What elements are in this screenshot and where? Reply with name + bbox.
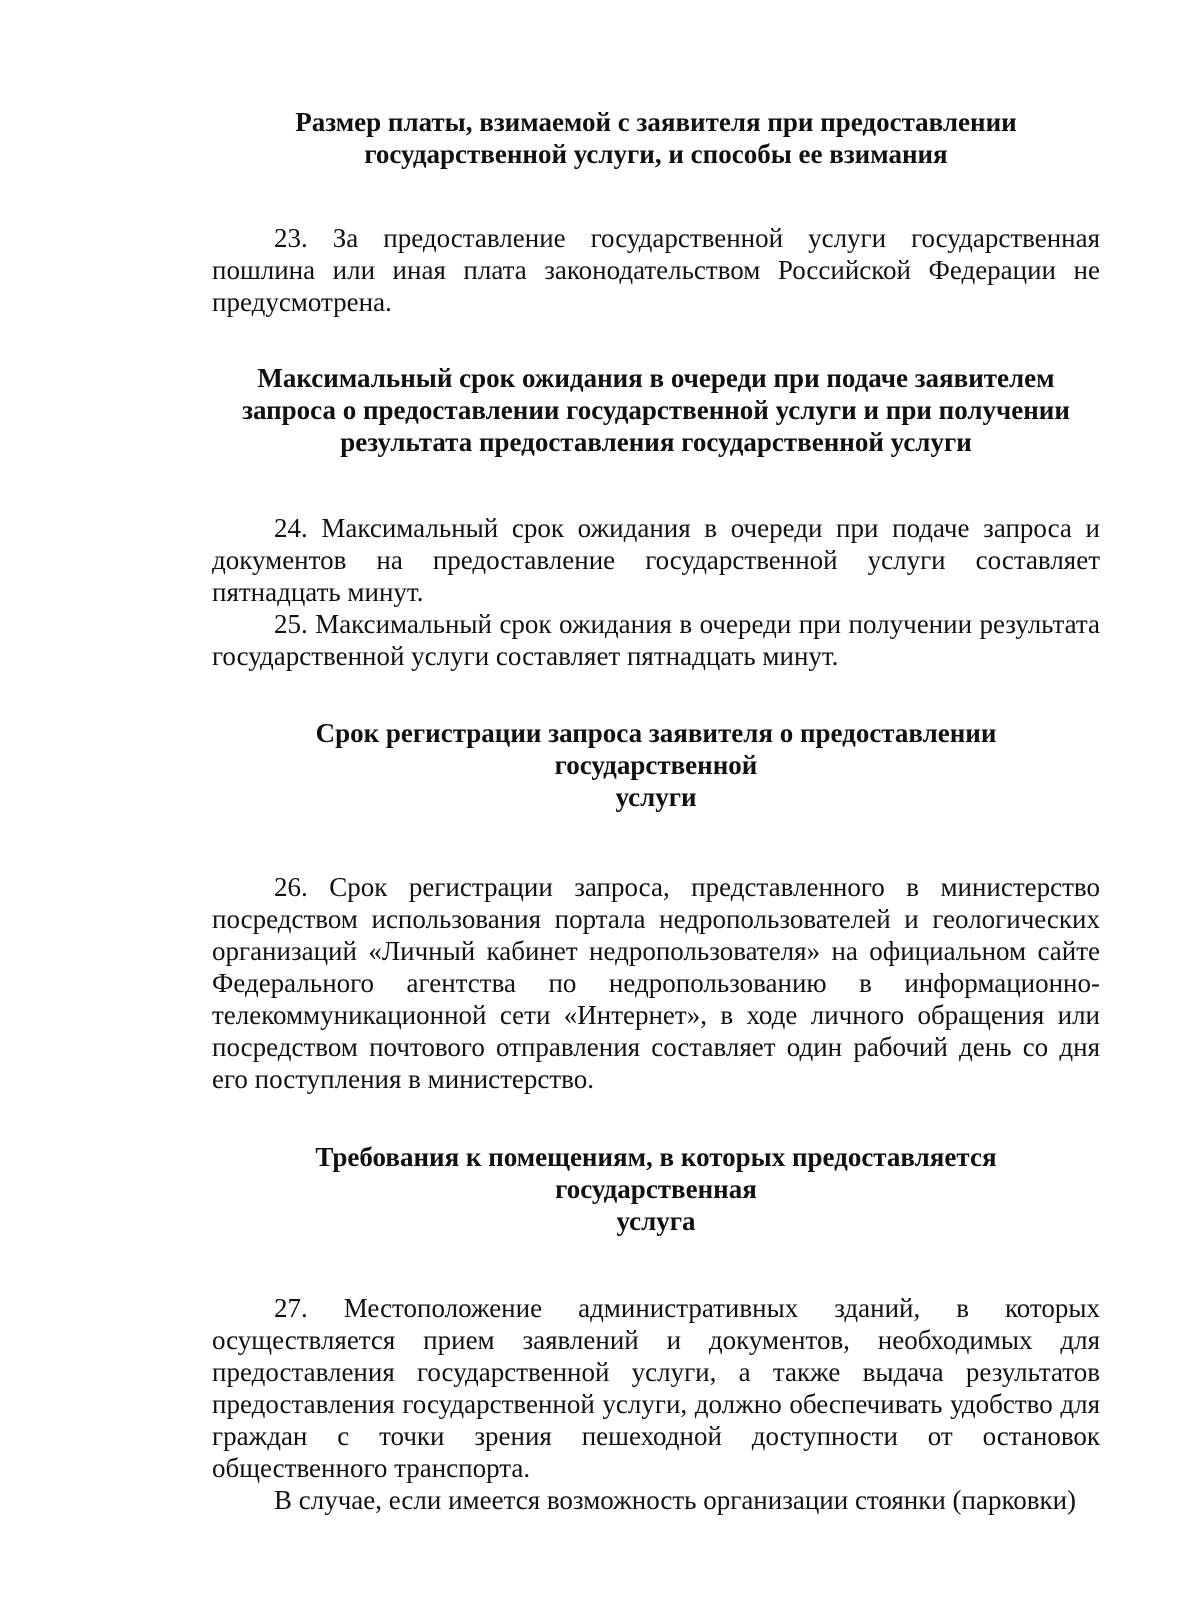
paragraph-parking: В случае, если имеется возможность организации стоянки (парковки) [274,1485,1077,1515]
section-body-queue-time [212,512,1100,672]
heading-line: услуга [616,1206,696,1236]
paragraph-25: 25. Максимальный срок ожидания в очереди при получении результата государственной услуги составляет пятнадцать минут. [212,609,1100,671]
heading-line: Срок регистрации запроса заявителя о предоставлении государственной [315,718,997,780]
heading-line: Максимальный срок ожидания в очереди при подаче заявителем [257,363,1055,393]
paragraph-26: 26. Срок регистрации запроса, представленного в министерство посредством использования портала недропользователей и геологических организаций «Личный кабинет недропользователя» на официальном сайте Федерального агентства по недропользованию в информационно-телекоммуникационной сети «Интернет», в ходе личного обращения или посредством почтового отправления составляет один рабочий день со дня его поступления в министерство. [212,872,1100,1094]
section-heading-fee [212,106,1100,170]
paragraph-27: 27. Местоположение административных зданий, в которых осуществляется прием заявлений и документов, необходимых для предоставления государственной услуги, а также выдача результатов предоставления государственной услуги, должно обеспечивать удобство для граждан с точки зрения пешеходной доступности от остановок общественного транспорта. [212,1293,1100,1483]
paragraph-24: 24. Максимальный срок ожидания в очереди при подаче запроса и документов на предоставление государственной услуги составляет пятнадцать минут. [212,513,1100,607]
section-body-premises [212,1292,1100,1516]
heading-line: государственной услуги, и способы ее взимания [364,139,948,169]
heading-line: услуги [615,782,697,812]
document-content [212,96,1100,1516]
heading-line: Требования к помещениям, в которых предоставляется государственная [315,1142,997,1204]
heading-line: запроса о предоставлении государственной услуги и при получении [242,395,1070,425]
section-heading-registration [212,717,1100,813]
section-body-fee [212,222,1100,318]
section-heading-queue-time [212,362,1100,458]
heading-line: результата предоставления государственной услуги [340,427,972,457]
heading-line: Размер платы, взимаемой с заявителя при предоставлении [295,107,1017,137]
paragraph-23: 23. За предоставление государственной услуги государственная пошлина или иная плата законодательством Российской Федерации не предусмотрена. [212,223,1100,317]
section-heading-premises [212,1141,1100,1237]
section-body-registration [212,871,1100,1095]
